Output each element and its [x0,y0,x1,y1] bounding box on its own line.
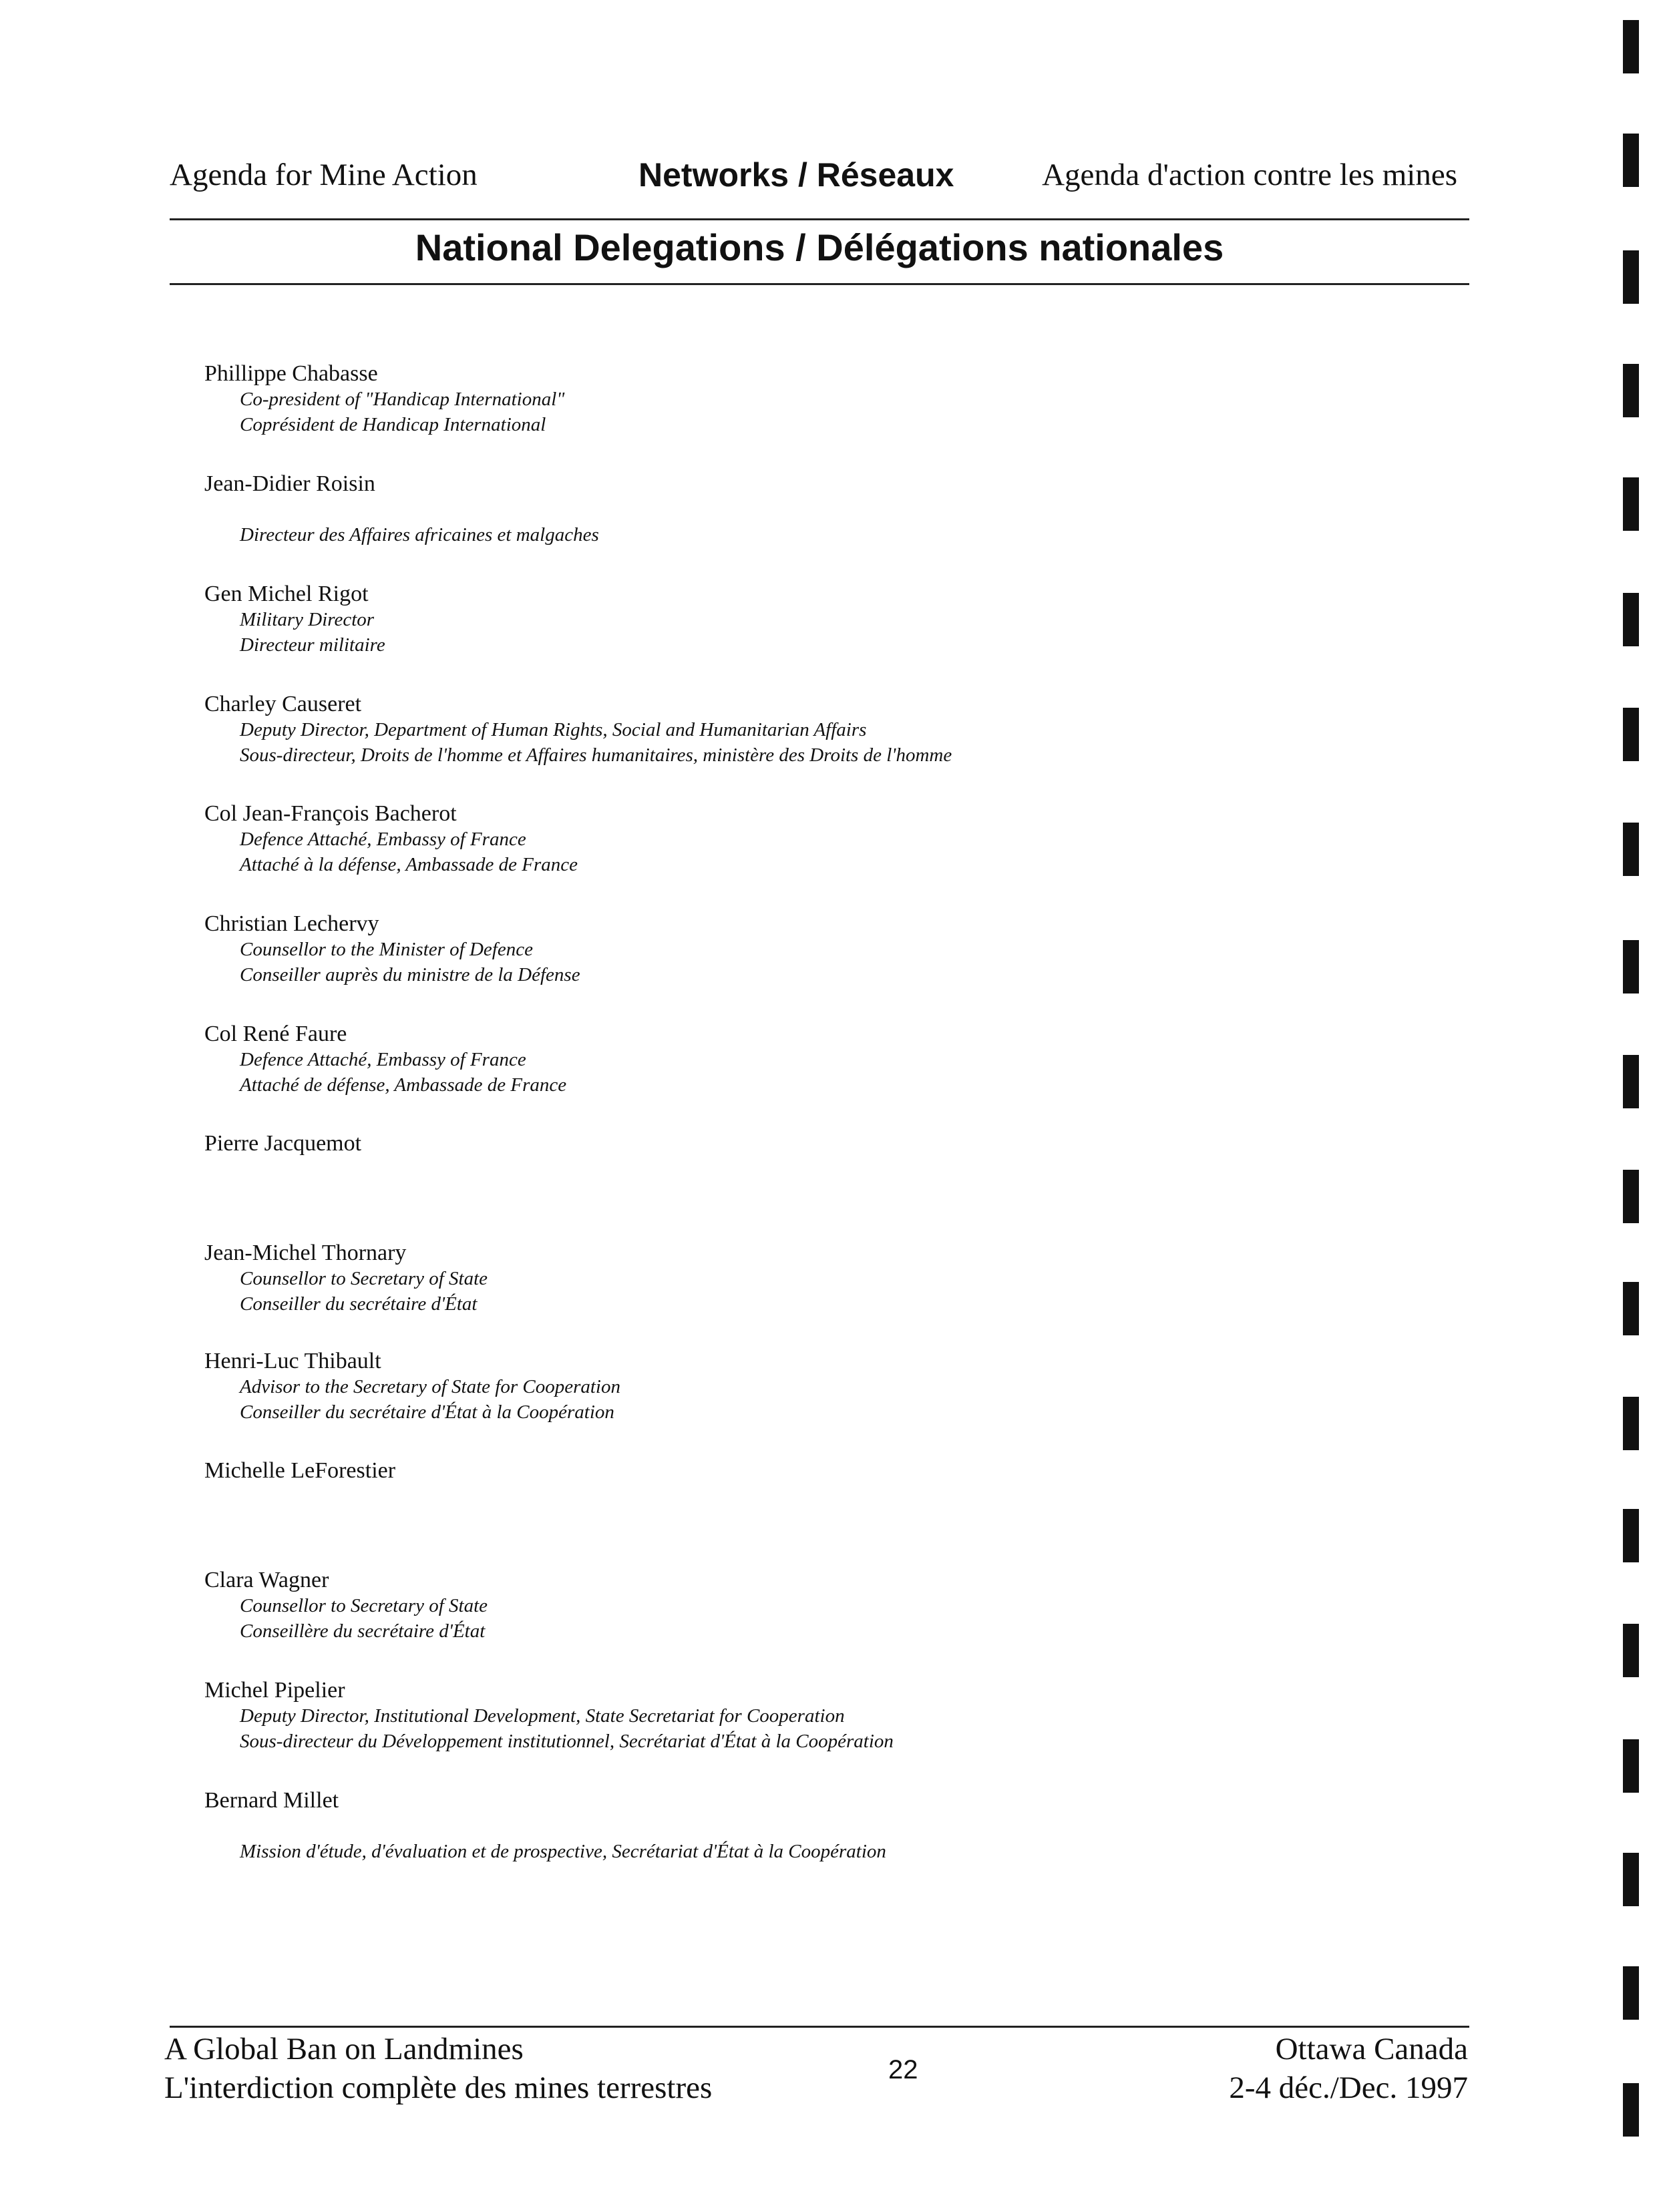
delegate-entry [204,692,952,768]
footer-date: 2-4 déc./Dec. 1997 [1229,2070,1468,2105]
delegate-name: Col René Faure [204,1022,347,1046]
delegate-title: Counsellor to Secretary of State [240,1268,488,1289]
footer-left [164,2030,712,2107]
binding-mark [1623,1055,1639,1108]
delegate-entry [204,582,385,658]
footer-right [1229,2030,1468,2107]
delegate-title: Conseiller du secrétaire d'État à la Coopération [240,1401,614,1423]
delegate-name: Henri-Luc Thibault [204,1349,381,1373]
binding-mark [1623,708,1639,761]
binding-mark [1623,1739,1639,1793]
binding-mark [1623,593,1639,646]
header-rule [170,218,1469,220]
section-rule [170,283,1469,285]
binding-mark [1623,1397,1639,1450]
delegate-title: Counsellor to the Minister of Defence [240,939,533,960]
delegate-title: Advisor to the Secretary of State for Cooperation [240,1376,620,1397]
delegate-title: Military Director [240,609,375,630]
delegate-entry [204,471,599,547]
delegate-name: Clara Wagner [204,1568,329,1592]
delegate-entry [204,361,564,437]
delegate-title: Directeur militaire [240,634,385,656]
header-right-title: Agenda d'action contre les mines [1042,158,1457,192]
delegate-name: Charley Causeret [204,692,362,716]
delegate-title: Sous-directeur, Droits de l'homme et Affaires humanitaires, ministère des Droits de l'homme [240,744,952,766]
footer-rule [170,2026,1469,2028]
delegate-title: Counsellor to Secretary of State [240,1595,488,1616]
delegate-title: Attaché à la défense, Ambassade de France [240,854,578,875]
delegate-entry [204,911,580,987]
delegate-entry [204,1678,894,1754]
binding-mark [1623,477,1639,531]
binding-mark [1623,134,1639,187]
delegate-entry [204,1788,886,1864]
binding-mark [1623,1966,1639,2020]
binding-mark [1623,250,1639,304]
binding-mark [1623,1170,1639,1223]
delegate-title: Sous-directeur du Développement institutionnel, Secrétariat d'État à la Coopération [240,1731,894,1752]
delegate-entry [204,1568,488,1644]
delegate-name: Jean-Didier Roisin [204,471,375,496]
page-number: 22 [888,2055,918,2084]
footer-title-fr: L'interdiction complète des mines terrestres [164,2070,713,2105]
delegate-title: Deputy Director, Institutional Development, State Secretariat for Cooperation [240,1705,845,1727]
delegate-name: Michelle LeForestier [204,1458,396,1483]
delegate-title: Deputy Director, Department of Human Rights, Social and Humanitarian Affairs [240,719,867,740]
delegate-title: Attaché de défense, Ambassade de France [240,1074,567,1096]
delegate-entry [204,1241,488,1317]
header-left-title: Agenda for Mine Action [170,158,478,192]
delegate-entry [204,801,578,877]
delegate-name: Jean-Michel Thornary [204,1241,407,1265]
binding-mark [1623,1624,1639,1677]
delegate-title: Directeur des Affaires africaines et malgaches [240,524,599,545]
binding-mark [1623,2083,1639,2137]
delegate-name: Col Jean-François Bacherot [204,801,457,826]
footer-location: Ottawa Canada [1275,2032,1468,2066]
binding-mark [1623,20,1639,73]
binding-mark [1623,1282,1639,1335]
delegate-name: Pierre Jacquemot [204,1131,362,1156]
binding-mark [1623,823,1639,876]
delegate-name: Michel Pipelier [204,1678,345,1703]
delegate-name: Phillippe Chabasse [204,361,378,386]
delegate-title: Defence Attaché, Embassy of France [240,829,526,850]
delegate-title: Defence Attaché, Embassy of France [240,1049,526,1070]
delegate-title: Co-president of "Handicap International" [240,389,565,410]
delegate-title: Conseiller du secrétaire d'État [240,1293,478,1315]
delegate-entry [204,1349,620,1425]
binding-mark [1623,1853,1639,1906]
binding-mark [1623,1509,1639,1562]
delegate-entry [204,1131,361,1156]
footer-title-en: A Global Ban on Landmines [164,2032,524,2066]
delegate-name: Gen Michel Rigot [204,582,369,606]
header-center-title: Networks / Réseaux [638,156,954,194]
delegate-entry [204,1022,566,1098]
binding-mark [1623,364,1639,417]
delegate-title: Conseiller auprès du ministre de la Défense [240,964,580,985]
delegate-title: Coprésident de Handicap International [240,414,546,435]
delegate-title: Conseillère du secrétaire d'État [240,1620,486,1642]
section-title: National Delegations / Délégations nationales [415,226,1224,268]
delegate-title: Mission d'étude, d'évaluation et de prospective, Secrétariat d'État à la Coopération [240,1841,886,1862]
binding-mark [1623,940,1639,993]
delegate-name: Christian Lechervy [204,911,379,936]
delegate-name: Bernard Millet [204,1788,339,1813]
delegate-entry [204,1458,395,1484]
